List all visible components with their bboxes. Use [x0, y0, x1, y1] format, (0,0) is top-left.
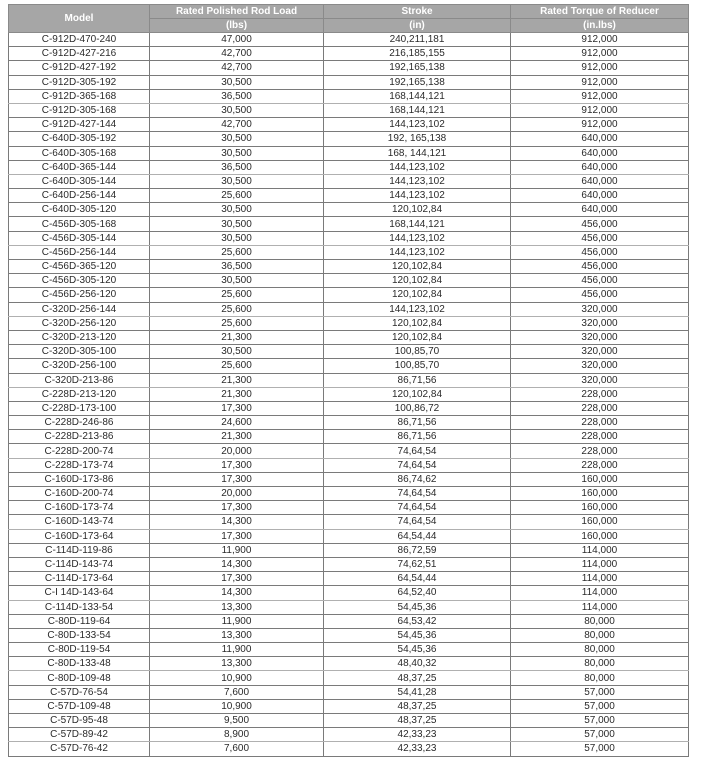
cell-rod-load: 11,900	[150, 543, 324, 557]
table-row	[9, 330, 689, 344]
cell-torque: 228,000	[511, 401, 689, 415]
cell-torque: 912,000	[511, 47, 689, 61]
cell-rod-load: 30,500	[150, 146, 324, 160]
cell-stroke: 144,123,102	[324, 160, 511, 174]
cell-rod-load: 13,300	[150, 600, 324, 614]
table-row	[9, 89, 689, 103]
cell-rod-load: 17,300	[150, 401, 324, 415]
cell-rod-load: 13,300	[150, 657, 324, 671]
cell-stroke: 54,41,28	[324, 685, 511, 699]
cell-rod-load: 36,500	[150, 260, 324, 274]
table-row	[9, 288, 689, 302]
cell-model: C-80D-133-48	[9, 657, 150, 671]
cell-model: C-80D-119-54	[9, 643, 150, 657]
cell-rod-load: 30,500	[150, 345, 324, 359]
cell-torque: 160,000	[511, 472, 689, 486]
cell-torque: 456,000	[511, 274, 689, 288]
table-row	[9, 231, 689, 245]
table-row	[9, 742, 689, 756]
table-row	[9, 699, 689, 713]
cell-stroke: 74,64,54	[324, 444, 511, 458]
cell-stroke: 120,102,84	[324, 387, 511, 401]
table-row	[9, 345, 689, 359]
cell-stroke: 74,64,54	[324, 458, 511, 472]
cell-stroke: 74,64,54	[324, 487, 511, 501]
cell-rod-load: 7,600	[150, 685, 324, 699]
cell-model: C-57D-89-42	[9, 728, 150, 742]
cell-model: C-80D-133-54	[9, 628, 150, 642]
table-header	[9, 5, 689, 33]
cell-torque: 320,000	[511, 373, 689, 387]
cell-torque: 228,000	[511, 458, 689, 472]
cell-model: C-456D-365-120	[9, 260, 150, 274]
cell-torque: 320,000	[511, 316, 689, 330]
cell-torque: 640,000	[511, 189, 689, 203]
cell-rod-load: 10,900	[150, 699, 324, 713]
cell-torque: 912,000	[511, 103, 689, 117]
cell-rod-load: 20,000	[150, 487, 324, 501]
cell-rod-load: 30,500	[150, 231, 324, 245]
cell-model: C-912D-470-240	[9, 33, 150, 47]
cell-torque: 912,000	[511, 89, 689, 103]
cell-stroke: 42,33,23	[324, 728, 511, 742]
table-row	[9, 33, 689, 47]
cell-rod-load: 17,300	[150, 501, 324, 515]
cell-rod-load: 36,500	[150, 160, 324, 174]
cell-rod-load: 30,500	[150, 217, 324, 231]
cell-stroke: 120,102,84	[324, 203, 511, 217]
cell-rod-load: 8,900	[150, 728, 324, 742]
table-row	[9, 444, 689, 458]
cell-rod-load: 47,000	[150, 33, 324, 47]
cell-model: C-456D-256-144	[9, 245, 150, 259]
cell-model: C-912D-305-168	[9, 103, 150, 117]
cell-stroke: 74,62,51	[324, 557, 511, 571]
cell-stroke: 86,71,56	[324, 430, 511, 444]
cell-torque: 80,000	[511, 643, 689, 657]
table-row	[9, 643, 689, 657]
cell-model: C-320D-213-120	[9, 330, 150, 344]
cell-torque: 456,000	[511, 288, 689, 302]
cell-torque: 640,000	[511, 132, 689, 146]
cell-stroke: 192,165,138	[324, 61, 511, 75]
cell-model: C-640D-365-144	[9, 160, 150, 174]
cell-rod-load: 21,300	[150, 330, 324, 344]
cell-torque: 320,000	[511, 330, 689, 344]
table-row	[9, 359, 689, 373]
cell-stroke: 168, 144,121	[324, 146, 511, 160]
cell-model: C-912D-427-144	[9, 118, 150, 132]
cell-rod-load: 30,500	[150, 75, 324, 89]
cell-rod-load: 30,500	[150, 174, 324, 188]
cell-model: C-57D-76-54	[9, 685, 150, 699]
cell-stroke: 74,64,54	[324, 501, 511, 515]
table-row	[9, 146, 689, 160]
cell-torque: 57,000	[511, 728, 689, 742]
cell-stroke: 64,52,40	[324, 586, 511, 600]
header-torque: Rated Torque of Reducer	[511, 5, 689, 19]
cell-torque: 160,000	[511, 487, 689, 501]
cell-stroke: 120,102,84	[324, 316, 511, 330]
cell-rod-load: 14,300	[150, 557, 324, 571]
cell-stroke: 64,53,42	[324, 614, 511, 628]
cell-stroke: 54,45,36	[324, 600, 511, 614]
cell-stroke: 54,45,36	[324, 628, 511, 642]
cell-torque: 57,000	[511, 714, 689, 728]
cell-model: C-I 14D-143-64	[9, 586, 150, 600]
cell-stroke: 54,45,36	[324, 643, 511, 657]
cell-model: C-456D-305-144	[9, 231, 150, 245]
cell-rod-load: 11,900	[150, 614, 324, 628]
cell-model: C-320D-213-86	[9, 373, 150, 387]
cell-torque: 912,000	[511, 61, 689, 75]
table-row	[9, 302, 689, 316]
table-row	[9, 387, 689, 401]
table-row	[9, 217, 689, 231]
cell-stroke: 120,102,84	[324, 260, 511, 274]
cell-rod-load: 21,300	[150, 430, 324, 444]
cell-model: C-228D-200-74	[9, 444, 150, 458]
cell-rod-load: 42,700	[150, 118, 324, 132]
cell-rod-load: 25,600	[150, 189, 324, 203]
cell-model: C-114D-133-54	[9, 600, 150, 614]
cell-model: C-912D-427-216	[9, 47, 150, 61]
cell-torque: 228,000	[511, 387, 689, 401]
cell-torque: 456,000	[511, 260, 689, 274]
table-row	[9, 501, 689, 515]
cell-model: C-228D-173-74	[9, 458, 150, 472]
header-rod-load: Rated Polished Rod Load	[150, 5, 324, 19]
cell-torque: 160,000	[511, 501, 689, 515]
cell-torque: 80,000	[511, 628, 689, 642]
table-row	[9, 75, 689, 89]
cell-rod-load: 20,000	[150, 444, 324, 458]
cell-stroke: 86,71,56	[324, 416, 511, 430]
cell-torque: 320,000	[511, 359, 689, 373]
cell-stroke: 74,64,54	[324, 515, 511, 529]
cell-stroke: 48,40,32	[324, 657, 511, 671]
table-row	[9, 487, 689, 501]
cell-stroke: 100,85,70	[324, 345, 511, 359]
table-row	[9, 628, 689, 642]
cell-rod-load: 25,600	[150, 359, 324, 373]
cell-stroke: 48,37,25	[324, 671, 511, 685]
cell-torque: 80,000	[511, 657, 689, 671]
cell-torque: 320,000	[511, 302, 689, 316]
table-row	[9, 557, 689, 571]
cell-model: C-160D-173-64	[9, 529, 150, 543]
cell-stroke: 86,74,62	[324, 472, 511, 486]
cell-rod-load: 24,600	[150, 416, 324, 430]
cell-model: C-456D-256-120	[9, 288, 150, 302]
cell-stroke: 168,144,121	[324, 103, 511, 117]
cell-rod-load: 17,300	[150, 572, 324, 586]
cell-model: C-160D-200-74	[9, 487, 150, 501]
table-row	[9, 61, 689, 75]
cell-model: C-114D-173-64	[9, 572, 150, 586]
cell-rod-load: 21,300	[150, 373, 324, 387]
cell-rod-load: 9,500	[150, 714, 324, 728]
cell-rod-load: 30,500	[150, 103, 324, 117]
cell-torque: 57,000	[511, 699, 689, 713]
cell-torque: 456,000	[511, 231, 689, 245]
table-row	[9, 260, 689, 274]
cell-rod-load: 13,300	[150, 628, 324, 642]
cell-model: C-160D-173-74	[9, 501, 150, 515]
header-rod-load-unit: (lbs)	[150, 19, 324, 33]
cell-torque: 114,000	[511, 600, 689, 614]
table-row	[9, 728, 689, 742]
cell-stroke: 100,86,72	[324, 401, 511, 415]
table-row	[9, 401, 689, 415]
cell-rod-load: 30,500	[150, 203, 324, 217]
cell-model: C-456D-305-168	[9, 217, 150, 231]
cell-stroke: 168,144,121	[324, 217, 511, 231]
cell-model: C-456D-305-120	[9, 274, 150, 288]
pumping-unit-spec-table	[8, 4, 689, 757]
header-model: Model	[9, 5, 150, 33]
table-row	[9, 671, 689, 685]
table-row	[9, 203, 689, 217]
cell-torque: 640,000	[511, 160, 689, 174]
cell-torque: 57,000	[511, 685, 689, 699]
cell-stroke: 48,37,25	[324, 699, 511, 713]
cell-stroke: 144,123,102	[324, 174, 511, 188]
table-row	[9, 47, 689, 61]
cell-stroke: 216,185,155	[324, 47, 511, 61]
cell-rod-load: 25,600	[150, 302, 324, 316]
table-row	[9, 160, 689, 174]
cell-stroke: 144,123,102	[324, 118, 511, 132]
table-row	[9, 529, 689, 543]
table-row	[9, 572, 689, 586]
cell-stroke: 64,54,44	[324, 572, 511, 586]
table-row	[9, 416, 689, 430]
cell-model: C-228D-213-86	[9, 430, 150, 444]
cell-stroke: 120,102,84	[324, 288, 511, 302]
cell-rod-load: 14,300	[150, 515, 324, 529]
table-row	[9, 586, 689, 600]
cell-model: C-80D-109-48	[9, 671, 150, 685]
cell-stroke: 144,123,102	[324, 231, 511, 245]
cell-rod-load: 14,300	[150, 586, 324, 600]
cell-rod-load: 30,500	[150, 132, 324, 146]
table-row	[9, 174, 689, 188]
cell-rod-load: 7,600	[150, 742, 324, 756]
cell-torque: 228,000	[511, 430, 689, 444]
table-row	[9, 274, 689, 288]
cell-rod-load: 25,600	[150, 245, 324, 259]
cell-model: C-114D-143-74	[9, 557, 150, 571]
cell-rod-load: 11,900	[150, 643, 324, 657]
header-torque-unit: (in.lbs)	[511, 19, 689, 33]
cell-stroke: 86,72,59	[324, 543, 511, 557]
cell-stroke: 144,123,102	[324, 245, 511, 259]
table-row	[9, 614, 689, 628]
cell-torque: 456,000	[511, 217, 689, 231]
cell-torque: 640,000	[511, 146, 689, 160]
table-row	[9, 373, 689, 387]
cell-model: C-228D-213-120	[9, 387, 150, 401]
cell-torque: 114,000	[511, 543, 689, 557]
table-row	[9, 543, 689, 557]
cell-torque: 640,000	[511, 174, 689, 188]
cell-model: C-640D-305-120	[9, 203, 150, 217]
cell-rod-load: 21,300	[150, 387, 324, 401]
cell-torque: 114,000	[511, 557, 689, 571]
cell-model: C-912D-427-192	[9, 61, 150, 75]
cell-torque: 640,000	[511, 203, 689, 217]
cell-torque: 228,000	[511, 444, 689, 458]
table-row	[9, 316, 689, 330]
cell-model: C-160D-143-74	[9, 515, 150, 529]
cell-torque: 912,000	[511, 33, 689, 47]
cell-model: C-320D-256-100	[9, 359, 150, 373]
cell-model: C-57D-76-42	[9, 742, 150, 756]
cell-rod-load: 17,300	[150, 472, 324, 486]
table-row	[9, 103, 689, 117]
cell-stroke: 168,144,121	[324, 89, 511, 103]
cell-model: C-320D-256-144	[9, 302, 150, 316]
cell-rod-load: 17,300	[150, 458, 324, 472]
cell-rod-load: 30,500	[150, 274, 324, 288]
table-row	[9, 245, 689, 259]
cell-model: C-80D-119-64	[9, 614, 150, 628]
cell-torque: 114,000	[511, 586, 689, 600]
cell-stroke: 144,123,102	[324, 302, 511, 316]
cell-torque: 228,000	[511, 416, 689, 430]
cell-stroke: 192, 165,138	[324, 132, 511, 146]
table-row	[9, 515, 689, 529]
cell-stroke: 86,71,56	[324, 373, 511, 387]
cell-model: C-320D-305-100	[9, 345, 150, 359]
cell-model: C-57D-95-48	[9, 714, 150, 728]
table-body	[9, 33, 689, 757]
cell-rod-load: 36,500	[150, 89, 324, 103]
table-row	[9, 118, 689, 132]
cell-model: C-320D-256-120	[9, 316, 150, 330]
table-row	[9, 714, 689, 728]
table-row	[9, 472, 689, 486]
cell-model: C-228D-246-86	[9, 416, 150, 430]
cell-rod-load: 17,300	[150, 529, 324, 543]
cell-torque: 912,000	[511, 118, 689, 132]
cell-stroke: 100,85,70	[324, 359, 511, 373]
cell-model: C-57D-109-48	[9, 699, 150, 713]
cell-model: C-640D-305-192	[9, 132, 150, 146]
table-row	[9, 430, 689, 444]
cell-model: C-228D-173-100	[9, 401, 150, 415]
table-row	[9, 685, 689, 699]
cell-model: C-640D-305-168	[9, 146, 150, 160]
table-row	[9, 458, 689, 472]
table-row	[9, 600, 689, 614]
cell-stroke: 48,37,25	[324, 714, 511, 728]
table-row	[9, 657, 689, 671]
cell-torque: 80,000	[511, 671, 689, 685]
cell-model: C-160D-173-86	[9, 472, 150, 486]
cell-model: C-114D-119-86	[9, 543, 150, 557]
cell-torque: 160,000	[511, 529, 689, 543]
cell-stroke: 240,211,181	[324, 33, 511, 47]
table-row	[9, 189, 689, 203]
cell-model: C-912D-305-192	[9, 75, 150, 89]
cell-stroke: 144,123,102	[324, 189, 511, 203]
cell-rod-load: 25,600	[150, 288, 324, 302]
cell-stroke: 42,33,23	[324, 742, 511, 756]
cell-rod-load: 42,700	[150, 47, 324, 61]
cell-rod-load: 10,900	[150, 671, 324, 685]
cell-torque: 80,000	[511, 614, 689, 628]
cell-rod-load: 25,600	[150, 316, 324, 330]
cell-torque: 456,000	[511, 245, 689, 259]
header-stroke-unit: (in)	[324, 19, 511, 33]
cell-torque: 114,000	[511, 572, 689, 586]
header-stroke: Stroke	[324, 5, 511, 19]
cell-stroke: 192,165,138	[324, 75, 511, 89]
cell-torque: 160,000	[511, 515, 689, 529]
cell-torque: 57,000	[511, 742, 689, 756]
cell-torque: 320,000	[511, 345, 689, 359]
cell-stroke: 64,54,44	[324, 529, 511, 543]
cell-stroke: 120,102,84	[324, 330, 511, 344]
table-row	[9, 132, 689, 146]
cell-model: C-912D-365-168	[9, 89, 150, 103]
cell-rod-load: 42,700	[150, 61, 324, 75]
cell-model: C-640D-305-144	[9, 174, 150, 188]
cell-stroke: 120,102,84	[324, 274, 511, 288]
cell-model: C-640D-256-144	[9, 189, 150, 203]
cell-torque: 912,000	[511, 75, 689, 89]
